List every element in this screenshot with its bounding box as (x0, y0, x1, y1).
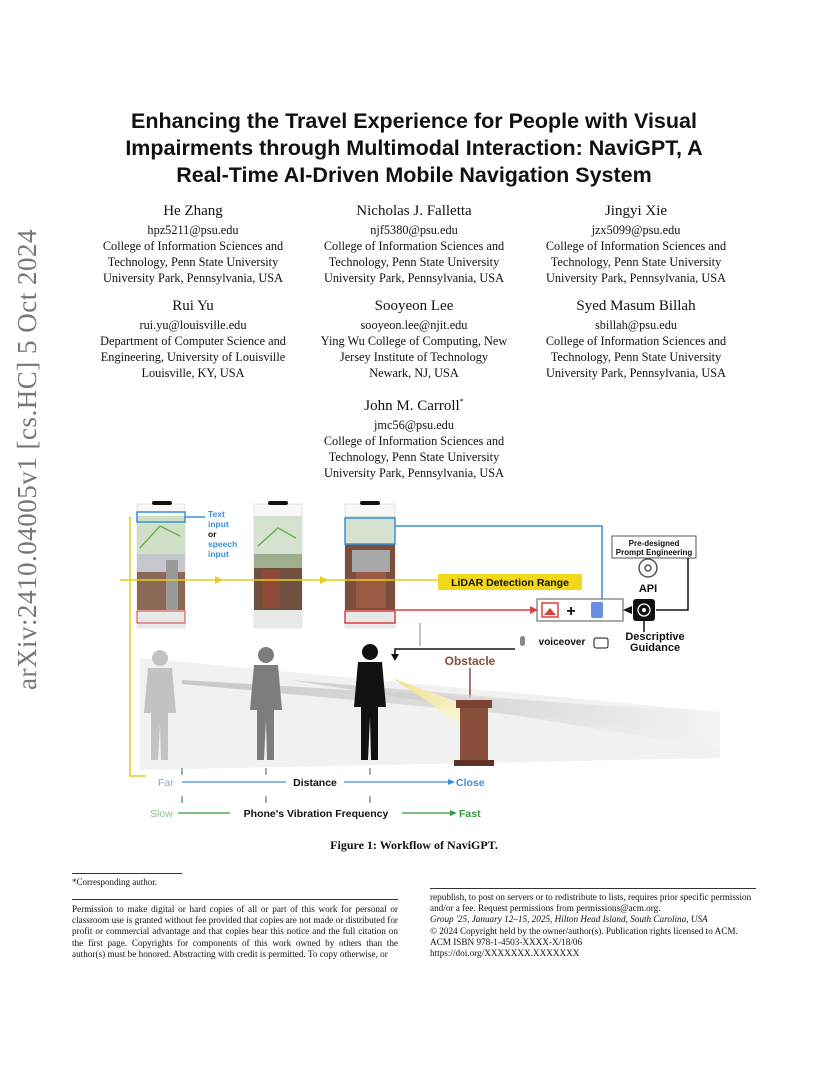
author-affiliation: University Park, Pennsylvania, USA (546, 271, 726, 285)
venue-line: Group '25, January 12–15, 2025, Hilton Head Island, South Carolina, USA (430, 914, 708, 925)
author-block (521, 297, 751, 381)
title-line-1: Enhancing the Travel Experience for People with Visual (131, 109, 697, 133)
author-affiliation: Technology, Penn State University (550, 350, 722, 364)
workflow-figure (120, 498, 720, 828)
permission-notice-left: Permission to make digital or hard copies of all or part of this work for personal or classroom use is granted without fee provided that copies are not made or distributed for profit or commercial advantage and that copies bear this notice and the full citation on the first page. Copyrights for components of this work owned by others than the author(s) must be honored. Abstracting with credit is permitted. To copy otherwise, or (72, 904, 398, 959)
phone-screenshot-2 (254, 501, 302, 628)
author-affiliation: Department of Computer Science and (100, 334, 286, 348)
api-label: API (638, 583, 658, 595)
text-input-label-5: input (208, 549, 229, 559)
author-email[interactable]: jzx5099@psu.edu (591, 223, 681, 237)
gear-icon (639, 559, 657, 577)
author-name: He Zhang (163, 203, 223, 219)
author-name: Jingyi Xie (604, 203, 668, 219)
phone-screenshot-3 (345, 501, 395, 628)
corresponding-mark: * (459, 397, 464, 406)
author-email[interactable]: sooyeon.lee@njit.edu (360, 318, 468, 332)
permission-line: republish, to post on servers or to redistribute to lists, requires prior specific permission (430, 892, 752, 902)
author-affiliation: College of Information Sciences and (545, 334, 727, 348)
author-affiliation: College of Information Sciences and (102, 239, 284, 253)
descriptive-guidance-label-2: Guidance (629, 642, 681, 654)
permission-line: and/or a fee. Request permissions from permissions@acm.org. (430, 903, 661, 914)
microphone-icon (520, 636, 525, 646)
author-email[interactable]: sbillah@psu.edu (594, 318, 678, 332)
footnote-rule (72, 873, 182, 874)
author-affiliation: Technology, Penn State University (550, 255, 722, 269)
copyright-line: © 2024 Copyright held by the owner/author(s). Publication rights licensed to ACM. (430, 925, 738, 936)
author-block (78, 202, 308, 286)
prompt-engineering-label-2: Prompt Engineering (615, 548, 693, 557)
close-label: Close (456, 777, 485, 789)
obstacle-post (454, 700, 494, 766)
isbn-line: ACM ISBN 978-1-4503-XXXX-X/18/06 (430, 936, 583, 947)
plus-icon: + (566, 603, 576, 620)
author-block (299, 392, 529, 481)
author-affiliation: Technology, Penn State University (328, 450, 500, 464)
paper-title (70, 108, 758, 189)
author-name-text: John M. Carroll (364, 398, 460, 414)
author-block (521, 202, 751, 286)
author-affiliation: Newark, NJ, USA (369, 366, 459, 380)
doi-link[interactable]: https://doi.org/XXXXXXX.XXXXXXX (430, 948, 580, 959)
author-affiliation: University Park, Pennsylvania, USA (546, 366, 726, 380)
author-affiliation: College of Information Sciences and (545, 239, 727, 253)
author-block (299, 297, 529, 381)
permission-notice-right (430, 892, 756, 959)
author-name: Syed Masum Billah (576, 298, 696, 314)
author-affiliation: College of Information Sciences and (323, 434, 505, 448)
fast-label: Fast (459, 808, 481, 820)
author-name: Rui Yu (172, 298, 214, 314)
text-input-label-2: input (208, 519, 229, 529)
author-email[interactable]: rui.yu@louisville.edu (139, 318, 247, 332)
phone-screenshot-1 (137, 501, 185, 628)
lidar-sensor-icon (591, 602, 603, 618)
author-affiliation: College of Information Sciences and (323, 239, 505, 253)
arxiv-identifier: arXiv:2410.04005v1 [cs.HC] 5 Oct 2024 (12, 229, 42, 690)
text-input-label-3: or (208, 529, 217, 539)
title-line-2: Impairments through Multimodal Interaction: NaviGPT, A (125, 136, 703, 160)
chat-bubble-icon (594, 638, 608, 648)
author-block (78, 297, 308, 381)
permission-rule-left (72, 899, 398, 900)
prompt-engineering-label-1: Pre-designed (628, 539, 680, 548)
author-affiliation: University Park, Pennsylvania, USA (103, 271, 283, 285)
author-email[interactable]: jmc56@psu.edu (374, 418, 454, 432)
descriptive-guidance-label-1: Descriptive (625, 631, 685, 643)
figure-caption: Figure 1: Workflow of NaviGPT. (330, 838, 498, 852)
author-affiliation: Ying Wu College of Computing, New (320, 334, 508, 348)
footnote: *Corresponding author. (72, 877, 157, 887)
blue-flow-line (395, 526, 602, 608)
author-affiliation: Technology, Penn State University (107, 255, 279, 269)
author-affiliation: Jersey Institute of Technology (339, 350, 489, 364)
distance-label: Distance (293, 777, 337, 789)
author-email[interactable]: hpz5211@psu.edu (147, 223, 239, 237)
author-name: Sooyeon Lee (374, 298, 454, 314)
obstacle-label: Obstacle (444, 654, 496, 668)
author-affiliation: Engineering, University of Louisville (100, 350, 286, 364)
text-input-label-4: speech (208, 539, 238, 549)
author-name (299, 392, 529, 416)
title-line-3: Real-Time AI-Driven Mobile Navigation System (176, 163, 652, 187)
author-email[interactable]: njf5380@psu.edu (370, 223, 458, 237)
far-label: Far (158, 777, 174, 789)
author-affiliation: Technology, Penn State University (328, 255, 500, 269)
slow-label: Slow (150, 808, 173, 820)
text-input-label-1: Text (208, 509, 225, 519)
author-block (299, 202, 529, 286)
author-name: Nicholas J. Falletta (356, 203, 472, 219)
vibration-label: Phone's Vibration Frequency (243, 808, 389, 820)
author-affiliation: Louisville, KY, USA (141, 366, 245, 380)
author-affiliation: University Park, Pennsylvania, USA (324, 271, 504, 285)
voiceover-label: voiceover (538, 637, 586, 648)
permission-rule-right (430, 888, 756, 889)
lidar-range-label: LiDAR Detection Range (451, 577, 569, 589)
author-affiliation: University Park, Pennsylvania, USA (324, 466, 504, 480)
